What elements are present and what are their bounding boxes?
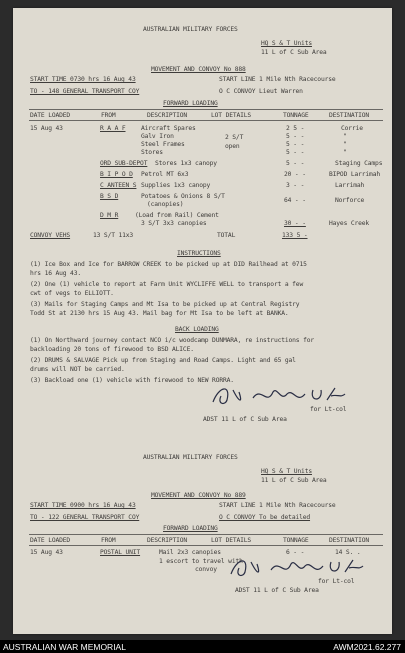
memo1-r5-desc: Potatoes & Onions 8 S/T [141, 193, 225, 200]
memo1-r1-item: Stores [141, 149, 163, 156]
memo1-r1-dest: " [343, 149, 347, 156]
memo2-r1-dest: 14 S. . [335, 549, 361, 556]
memo2-oc: O C CONVOY To be detailed [219, 514, 311, 521]
memo1-instr-line: cwt of vegs to ELLIOTT. [30, 290, 114, 297]
memo1-title: MOVEMENT AND CONVOY No 888 [151, 66, 246, 73]
memo1-header: AUSTRALIAN MILITARY FORCES [143, 26, 238, 33]
memo2-title: MOVEMENT AND CONVOY No 889 [151, 492, 246, 499]
memo1-r1-ton: 5 - - [286, 141, 305, 148]
memo1-back-line: backloading 20 tons of firewood to BSD ALICE. [30, 346, 194, 353]
memo2-r1-from: POSTAL UNIT [100, 549, 141, 556]
memo1-r1-ton: 5 - - [286, 133, 305, 140]
memo2-th-lot: LOT DETAILS [211, 537, 252, 544]
memo1-r3-tons: 20 - - [284, 171, 306, 178]
memo1-r1-item: Galv Iron [141, 133, 174, 140]
memo1-r4-tons: 3 - - [286, 182, 305, 189]
memo1-oc: O C CONVOY Lieut Warren [219, 88, 303, 95]
memo1-hq2: 11 L of C Sub Area [261, 49, 327, 56]
memo1-th-date: DATE LOADED [30, 112, 71, 119]
memo1-r2-desc: Stores 1x3 canopy [155, 160, 217, 167]
memo2-adst: ADST 11 L of C Sub Area [235, 587, 319, 594]
memo2-th-date: DATE LOADED [30, 537, 71, 544]
memo1-r1-dest: Corrie [341, 125, 363, 132]
memo1-for-ltcol: for Lt-col [310, 406, 347, 413]
memo1-r3-desc: Petrol MT 6x3 [141, 171, 189, 178]
memo2-th-dest: DESTINATION [329, 537, 370, 544]
footer-accession-number: AWM2021.62.277 [333, 642, 401, 652]
memo1-forward-loading: FORWARD LOADING [163, 100, 218, 107]
memo2-signature [227, 554, 377, 585]
memo1-hq1: HQ S & T Units [261, 40, 312, 47]
memo1-th-from: FROM [101, 112, 116, 119]
memo1-r1-from: R A A F [100, 125, 126, 132]
memo1-instr-line: hrs 16 Aug 43. [30, 270, 81, 277]
memo1-r6-desc: (Load from Rail) Cement [135, 212, 219, 219]
memo1-instructions-title: INSTRUCTIONS [177, 250, 221, 257]
memo1-r1-dest: " [343, 141, 347, 148]
memo1-back-line: (1) On Northward journey contact NCO i/c woodcamp DUNMARA, re instructions for [30, 337, 315, 344]
memo2-to: TO - 122 GENERAL TRANSPORT COY [30, 514, 140, 521]
memo2-hq1: HQ S & T Units [261, 468, 312, 475]
memo1-r2-tons: 5 - - [286, 160, 305, 167]
memo2-for-ltcol: for Lt-col [318, 578, 355, 585]
memo1-th-lot: LOT DETAILS [211, 112, 252, 119]
memo1-back-line: (3) Backload one (1) vehicle with firewood to NEW RORRA. [30, 377, 234, 384]
memo1-start-time: START TIME 0730 hrs 16 Aug 43 [30, 76, 136, 83]
memo1-back-title: BACK LOADING [175, 326, 219, 333]
memo1-r4-desc: Supplies 1x3 canopy [141, 182, 211, 189]
memo1-th-tonnage: TONNAGE [283, 112, 309, 119]
memo1-convoy-value: 13 S/T 11x3 [93, 232, 134, 239]
memo1-r1-item: Steel Frames [141, 141, 185, 148]
memo1-r1-item: Aircraft Spares [141, 125, 196, 132]
memo1-r6-desc2: 3 S/T 3x3 canopies [141, 220, 207, 227]
memo1-total-value: 133 5 - [282, 232, 308, 239]
memo2-th-tonnage: TONNAGE [283, 537, 309, 544]
memo1-r5-tons: 64 - - [284, 197, 306, 204]
memo1-total-label: TOTAL [217, 232, 236, 239]
memo1-start-line: START LINE 1 Mile Nth Racecourse [219, 76, 336, 83]
memo2-note1: 1 escort to travel with [159, 558, 243, 565]
memo2-header: AUSTRALIAN MILITARY FORCES [143, 454, 238, 461]
memo1-r2-from: ORD SUB-DEPOT [100, 160, 148, 167]
memo1-r1-date: 15 Aug 43 [30, 125, 63, 132]
memo1-instr-line: (3) Mails for Staging Camps and Mt Isa to be picked up at Central Registry [30, 301, 300, 308]
memo1-r5-desc2: (canopies) [147, 201, 184, 208]
memo1-adst: ADST 11 L of C Sub Area [203, 416, 287, 423]
memo1-r1-lot2: open [225, 143, 240, 150]
memo1-th-desc: DESCRIPTION [147, 112, 188, 119]
memo1-r1-ton: 2 5 - [286, 125, 305, 132]
memo2-start-time: START TIME 0900 hrs 16 Aug 43 [30, 502, 136, 509]
memo2-note2: convoy [195, 566, 217, 573]
memo1-r3-dest: BIPOD Larrimah [329, 171, 380, 178]
memo1-convoy-label: CONVOY VEHS [30, 232, 71, 239]
memo1-instr-line: (2) One (1) vehicle to report at Farm Unit WYCLIFFE WELL to transport a few [30, 281, 304, 288]
memo1-r3-from: B I P O D [100, 171, 133, 178]
memo1-r6-from: D M R [100, 212, 119, 219]
memo2-r1-desc: Mail 2x3 canopies [159, 549, 221, 556]
memo2-th-desc: DESCRIPTION [147, 537, 188, 544]
memo1-r1-lot: 2 S/T [225, 134, 244, 141]
document-page [13, 8, 392, 634]
memo2-th-from: FROM [101, 537, 116, 544]
memo1-r6-tons: 30 - - [284, 220, 306, 227]
archive-footer [0, 640, 405, 653]
memo1-r4-dest: Larrimah [335, 182, 365, 189]
memo1-instr-line: Todd St at 2130 hrs 15 Aug 43. Mail bag for Mt Isa to be left at BANKA. [30, 310, 289, 317]
memo1-r6-dest: Hayes Creek [329, 220, 370, 227]
memo2-r1-date: 15 Aug 43 [30, 549, 63, 556]
memo1-th-dest: DESTINATION [329, 112, 370, 119]
memo1-to: TO - 148 GENERAL TRANSPORT COY [30, 88, 140, 95]
memo1-r5-from: B S D [100, 193, 119, 200]
memo1-r5-dest: Norforce [335, 197, 365, 204]
memo2-forward-loading: FORWARD LOADING [163, 525, 218, 532]
memo1-r2-dest: Staging Camps [335, 160, 383, 167]
memo2-start-line: START LINE 1 Mile Nth Racecourse [219, 502, 336, 509]
memo1-back-line: drums will NOT be carried. [30, 366, 125, 373]
memo1-back-line: (2) DRUMS & SALVAGE Pick up from Staging and Road Camps. Light and 65 gal [30, 357, 296, 364]
memo2-r1-tons: 6 - - [286, 549, 305, 556]
memo1-r1-dest: " [343, 133, 347, 140]
memo1-r1-ton: 5 - - [286, 149, 305, 156]
memo1-r4-from: C ANTEEN S [100, 182, 137, 189]
memo2-hq2: 11 L of C Sub Area [261, 477, 327, 484]
memo1-instr-line: (1) Ice Box and Ice for BARROW CREEK to be picked up at DID Railhead at 0715 [30, 261, 307, 268]
footer-institution: AUSTRALIAN WAR MEMORIAL [3, 642, 126, 652]
